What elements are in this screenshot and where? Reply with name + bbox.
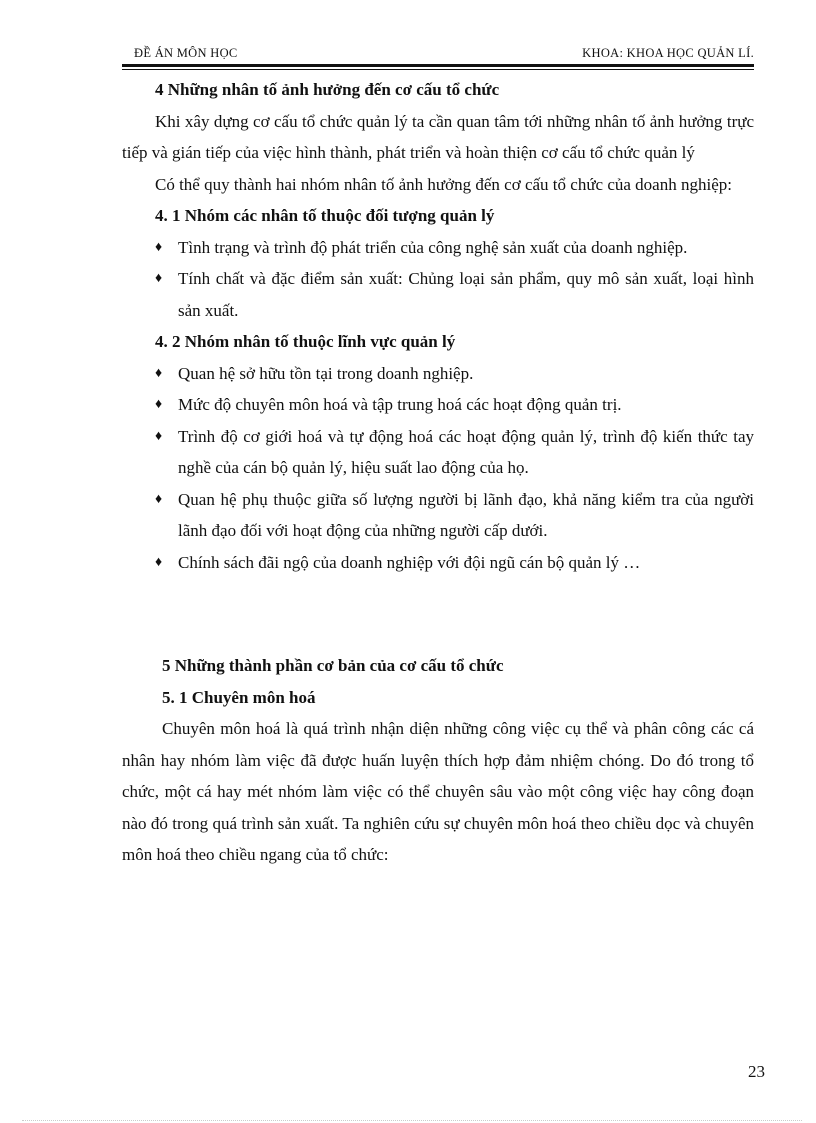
list-item: ♦ Tính chất và đặc điểm sản xuất: Chủng loại sản phẩm, quy mô sản xuất, loại hình sản xuất. (122, 263, 754, 326)
section-5-title: 5 Những thành phần cơ bản của cơ cấu tổ chức (162, 656, 504, 675)
list-item: ♦ Quan hệ sở hữu tồn tại trong doanh nghiệp. (122, 358, 754, 390)
header-course-title: ĐỀ ÁN MÔN HỌC (134, 46, 238, 60)
section-4-paragraph-1: Khi xây dựng cơ cấu tổ chức quản lý ta cần quan tâm tới những nhân tố ảnh hưởng trực tiếp và gián tiếp của việc hình thành, phát triển và hoàn thiện cơ cấu tổ chức quản lý (122, 111, 754, 162)
list-item: ♦ Chính sách đãi ngộ của doanh nghiệp với đội ngũ cán bộ quản lý … (122, 547, 754, 579)
list-item: ♦ Mức độ chuyên môn hoá và tập trung hoá các hoạt động quản trị. (122, 389, 754, 421)
section-5-1-paragraph: Chuyên môn hoá là quá trình nhận diện những công việc cụ thể và phân công các cá nhân hay nhóm làm việc đã được huấn luyện thích hợp đảm nhiệm chóng. Do đó trong tổ chức, một cá hay mét nhóm làm việc có thể chuyên sâu vào một công việc hay công đoạn nào đó trong quá trình sản xuất. Ta nghiên cứu sự chuyên môn hoá theo chiều dọc và chuyên môn hoá theo chiều ngang của tổ chức: (122, 719, 754, 864)
diamond-bullet-icon: ♦ (155, 554, 163, 570)
page-bottom-border (22, 1120, 802, 1122)
header-rule-thin (122, 69, 754, 70)
diamond-bullet-icon: ♦ (155, 397, 163, 412)
section-4-title: 4 Những nhân tố ảnh hưởng đến cơ cấu tổ chức (155, 80, 500, 99)
section-4-paragraph-2: Có thể quy thành hai nhóm nhân tố ảnh hưởng đến cơ cấu tổ chức của doanh nghiệp: (155, 174, 732, 194)
diamond-bullet-icon: ♦ (155, 491, 163, 507)
list-item: ♦ Quan hệ phụ thuộc giữa số lượng người bị lãnh đạo, khả năng kiểm tra của người lãnh đạo đối với hoạt động của những người cấp dưới. (122, 484, 754, 547)
page-number: 23 (748, 1062, 765, 1081)
diamond-bullet-icon: ♦ (155, 365, 163, 381)
list-item: ♦ Trình độ cơ giới hoá và tự động hoá các hoạt động quản lý, trình độ kiến thức tay nghề của cán bộ quản lý, hiệu suất lao động của họ. (122, 421, 754, 484)
section-4-2-title: 4. 2 Nhóm nhân tố thuộc lĩnh vực quản lý (155, 332, 456, 351)
section-4-1-title: 4. 1 Nhóm các nhân tố thuộc đối tượng quản lý (155, 206, 495, 225)
diamond-bullet-icon: ♦ (155, 428, 163, 444)
header-faculty: KHOA: KHOA HỌC QUẢN LÍ. (582, 46, 754, 60)
section-spacer (122, 578, 754, 650)
page-body (122, 74, 754, 871)
diamond-bullet-icon: ♦ (155, 239, 163, 255)
section-4-1-list (122, 232, 754, 327)
header-rule-thick (122, 64, 754, 67)
list-item: ♦ Tình trạng và trình độ phát triển của công nghệ sản xuất của doanh nghiệp. (122, 232, 754, 264)
section-4-2-list (122, 358, 754, 579)
page-header (128, 44, 754, 64)
diamond-bullet-icon: ♦ (155, 271, 163, 286)
section-5-1-title: 5. 1 Chuyên môn hoá (162, 687, 316, 707)
